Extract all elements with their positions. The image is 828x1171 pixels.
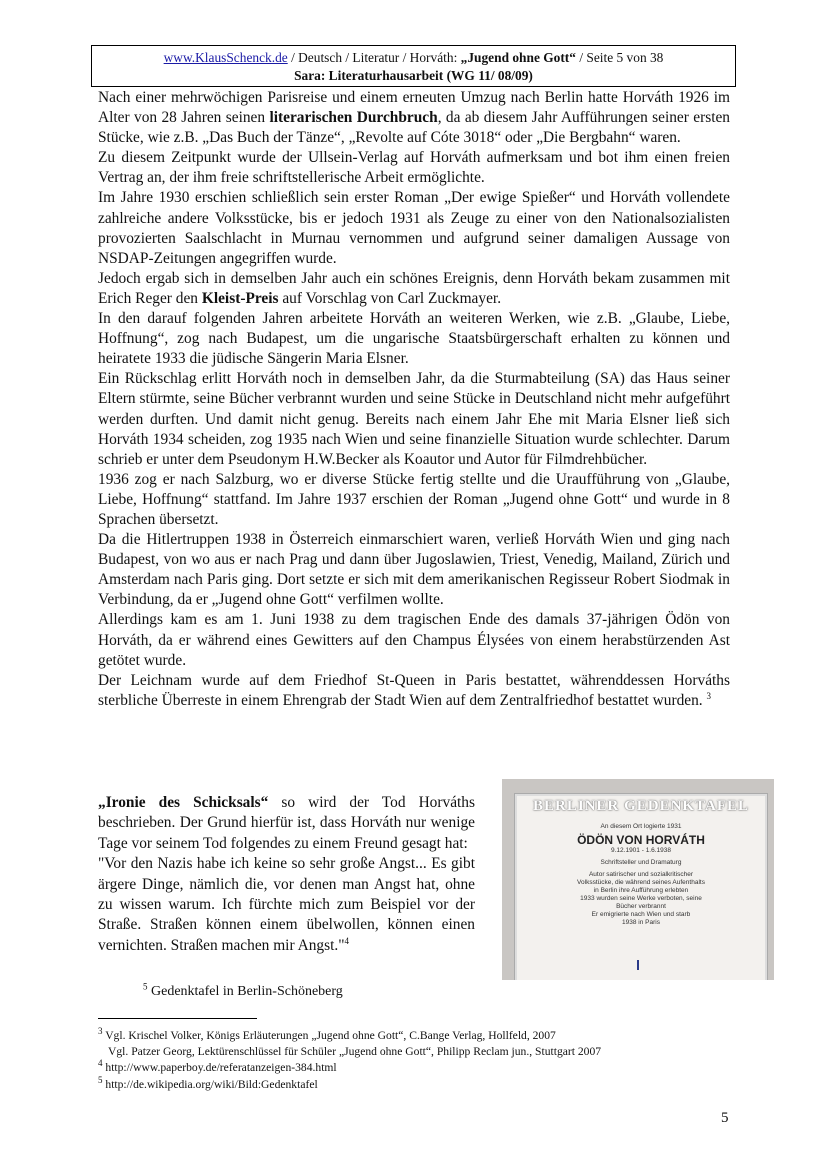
header-subtitle-text: Sara: Literaturhausarbeit (WG 11/ 08/09) [294,68,533,83]
footnote-text: Vgl. Krischel Volker, Königs Erläuterungen „Jugend ohne Gott“, C.Bange Verlag, Hollfeld, 2007 [102,1029,556,1042]
paragraph-text: auf Vorschlag von Carl Zuckmayer. [278,289,502,307]
footnote-5 [98,1074,738,1093]
paragraph [98,148,730,188]
quote-intro [98,793,475,854]
paragraph-text: In den darauf folgenden Jahren arbeitete Horváth an weiteren Werken, wie z.B. „Glaube, Liebe, Hoffnung“, zog nach Budapest, um die ungarische Staatsbürgerschaft erhalten zu können und heiratete 1933 die jüdische Sängerin Maria Elsner. [98,310,730,368]
paragraph-text: Nach einer mehrwöchigen Parisreise und einem erneuten Umzug nach Berlin hatte Horváth 1926 im Alter von 28 Jahren seinen [98,89,730,127]
plaque-line: Volksstücke, die während seines Aufenthalts [577,879,705,886]
quote-block [98,793,475,956]
paragraph [98,610,730,670]
plaque-line: 1933 wurden seine Werke verboten, seine [580,895,702,902]
plaque-photo [502,779,774,980]
paragraph-text: Allerdings kam es am 1. Juni 1938 zu dem tragischen Ende des damals 37-jährigen Ödön von Horváth, da er während eines Gewitters auf den Champus Élysées von einem herabstürzenden Ast getötet wurde. [98,611,730,669]
plaque-line: Autor satirischer und sozialkritischer [588,871,694,878]
paragraph-bold: literarischen Durchbruch [269,109,438,127]
paragraph-text: Ein Rückschlag erlitt Horváth noch in demselben Jahr, da die Sturmabteilung (SA) das Haus seiner Eltern stürmte, seine Bücher verbrannt wurden und seine Stücke in Deutschland nicht mehr aufgeführt werden durften. Und damit nicht genug. Bereits nach einem Jahr Ehe mit Maria Elsner ließ sich Horváth 1934 scheiden, zog 1935 nach Wien und seine finanzielle Situation wurde schlechter. Darum schrieb er unter dem Pseudonym H.W.Becker als Koautor und Autor für Filmdrehbücher. [98,370,730,468]
footnote-number: 5 [98,1074,103,1085]
plaque-role: Schriftsteller und Dramaturg [600,859,682,866]
plaque-line: Bücher verbrannt [616,903,666,910]
paragraph-text: Jedoch ergab sich in demselben Jahr auch ein schönes Ereignis, denn Horváth bekam zusammen mit Erich Reger den [98,269,730,307]
caption-text: Gedenktafel in Berlin-Schöneberg [147,984,343,999]
footnotes [98,1028,738,1093]
body-text [98,88,730,711]
quote-text [98,854,475,956]
footnote-ref: 3 [706,690,712,701]
image-caption [143,981,343,1000]
paragraph [98,530,730,610]
site-link[interactable]: www.KlausSchenck.de [163,50,288,65]
plaque-line: 1938 in Paris [622,919,660,926]
header-line [92,49,735,67]
header-work: „Jugend ohne Gott“ [460,50,576,65]
paragraph-text: 1936 zog er nach Salzburg, wo er diverse Stücke fertig stellte und die Uraufführung von „Glaube, Liebe, Hoffnung“ stattfand. Im Jahre 1937 erschien der Roman „Jugend ohne Gott“ und wurde in 8 Sprachen übersetzt. [98,470,730,528]
footnote-text: Vgl. Patzer Georg, Lektürenschlüssel für Schüler „Jugend ohne Gott“, Philipp Reclam jun., Stuttgart 2007 [108,1045,602,1059]
paragraph-text: , da ab diesem Jahr Aufführungen seiner ersten Stücke, wie z.B. „Das Buch der Tänze“, „Revolte auf Cóte 3018“ oder „Die Bergbahn“ waren. [98,109,730,147]
plaque-line: in Berlin ihre Aufführung erlebten [593,887,689,894]
footnote-3-cont [98,1044,738,1060]
plaque-line: Er emigrierte nach Wien und starb [591,911,691,918]
quote-text-content: "Vor den Nazis habe ich keine so sehr große Angst... Es gibt ärgere Dinge, nämlich die, vor denen man Angst hat, ohne zu wissen warum. Ich fürchte mich zum Beispiel vor der Straße. Straßen können einem übelwollen, können einen vernichten. Straßen machen mir Angst." [98,855,475,954]
footnote-3 [98,1028,738,1044]
paragraph [98,88,730,148]
plaque-name: ÖDÖN VON HORVÁTH [577,833,705,847]
paragraph-text: Im Jahre 1930 erschien schließlich sein erster Roman „Der ewige Spießer“ und Horváth vollendete zahlreiche andere Volksstücke, bis er jedoch 1931 als Zeuge zu einer von den Nationalsozialisten provozierten Saalschlacht in Murnau vernommen und aufgrund seiner damaligen Aussage von NSDAP-Zeitungen angegriffen wurde. [98,189,730,267]
footnote-ref: 4 [344,935,349,946]
plaque-line: An diesem Ort logierte 1931 [600,823,682,830]
footnote-4 [98,1060,738,1076]
header-page: / Seite 5 von 38 [575,50,664,65]
paragraph-text: Zu diesem Zeitpunkt wurde der Ullsein-Verlag auf Horváth aufmerksam und bot ihm einen freien Vertrag an, der ihm freie schriftstellerische Arbeit ermöglichte. [98,149,730,187]
footnote-link[interactable]: http://www.paperboy.de/referatanzeigen-384.html [102,1061,337,1075]
paragraph [98,269,730,309]
page-header [91,45,736,87]
paragraph [98,671,730,711]
footnote-divider [98,1018,257,1019]
footnote-ref: 5 [143,981,148,992]
paragraph-text: Der Leichnam wurde auf dem Friedhof St-Queen in Paris bestattet, währenddessen Horváths sterbliche Überreste in einem Ehrengrab der Stadt Wien auf dem Zentralfriedhof bestattet wurden. [98,671,730,709]
paragraph [98,369,730,469]
plaque-dates: 9.12.1901 - 1.6.1938 [611,847,671,854]
plaque-heading: BERLINER GEDENKTAFEL [532,798,749,814]
quote-intro-text: so wird der Tod Horváths beschrieben. Der Grund hierfür ist, dass Horváth nur wenige Tage vor seinem Tod folgendes zu einem Freund gesagt hat: [98,794,475,852]
quote-bold: „Ironie des Schicksals“ [98,794,269,811]
paragraph-bold: Kleist-Preis [201,289,279,307]
memorial-plaque [514,793,768,980]
plaque-marker [637,960,639,970]
footnote-number: 3 [98,1026,103,1037]
header-subtitle [92,67,735,85]
footnote-link[interactable]: http://de.wikipedia.org/wiki/Bild:Gedenktafel [102,1077,318,1091]
page-number: 5 [721,1110,729,1126]
footnote-number: 4 [98,1058,103,1069]
paragraph [98,470,730,530]
paragraph [98,188,730,268]
paragraph-text: Da die Hitlertruppen 1938 in Österreich einmarschiert waren, verließ Horváth Wien und ging nach Budapest, von wo aus er nach Prag und dann über Jugoslawien, Triest, Venedig, Mailand, Zürich und Amsterdam nach Paris ging. Dort setzte er sich mit dem amerikanischen Regisseur Robert Siodmak in Verbindung, da er „Jugend ohne Gott“ verfilmen wollte. [98,531,730,609]
paragraph [98,309,730,369]
header-path: / Deutsch / Literatur / Horváth: [287,50,461,65]
